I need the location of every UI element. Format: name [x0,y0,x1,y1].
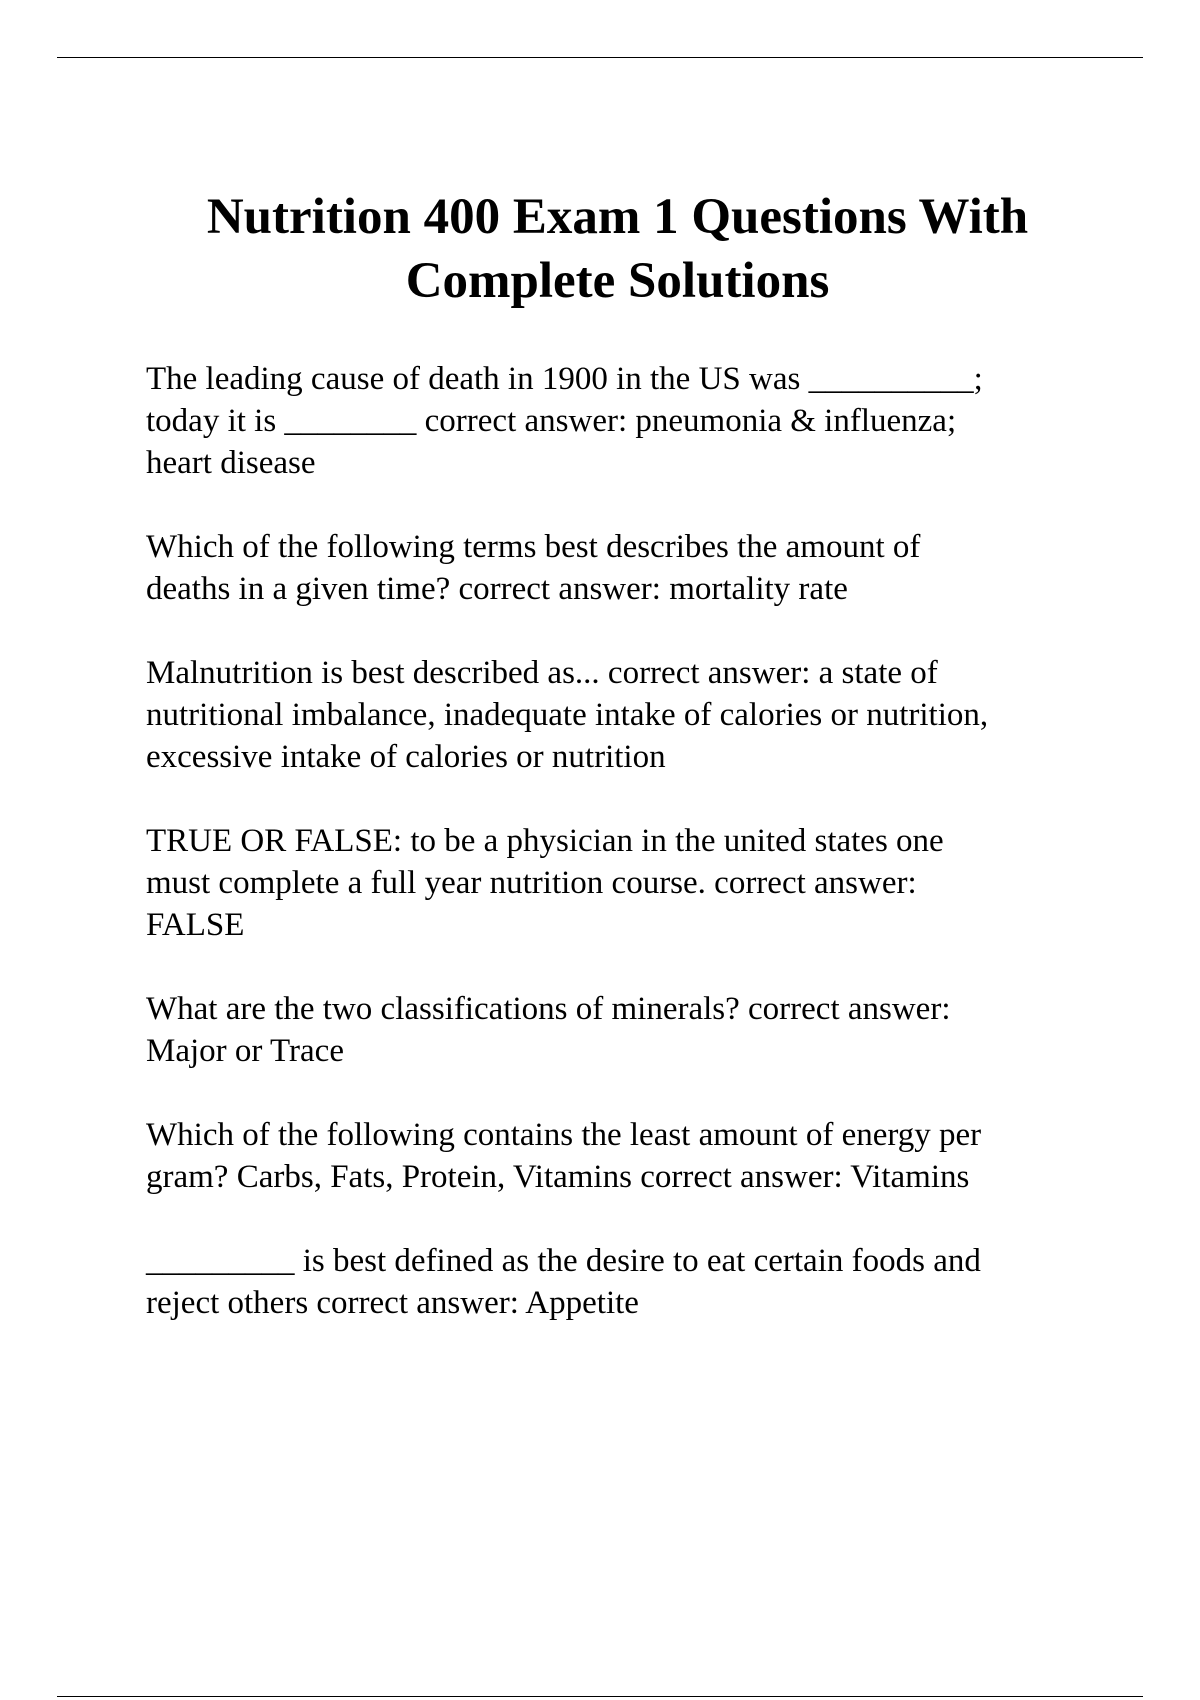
qa-text-line: The leading cause of death in 1900 in the US was __________; [146,361,983,397]
qa-text-line: reject others correct answer: Appetite [146,1285,639,1321]
qa-text-line: excessive intake of calories or nutrition [146,739,666,775]
qa-text-line: Major or Trace [146,1033,344,1069]
qa-text-line: deaths in a given time? correct answer: mortality rate [146,571,848,607]
qa-text-line: _________ is best defined as the desire to eat certain foods and [146,1243,981,1279]
question-list [146,358,1106,1366]
qa-text-line: today it is ________ correct answer: pneumonia & influenza; [146,403,957,439]
qa-text-line: What are the two classifications of minerals? correct answer: [146,991,951,1027]
header-rule [57,57,1143,58]
qa-text-line: nutritional imbalance, inadequate intake of calories or nutrition, [146,697,989,733]
page-title-line-1: Nutrition 400 Exam 1 Questions With [206,189,1029,245]
qa-text-line: Which of the following contains the least amount of energy per [146,1117,982,1153]
question-answer-item [146,652,1106,778]
question-answer-item [146,358,1106,484]
question-answer-item [146,1114,1106,1198]
question-answer-item [146,988,1106,1072]
qa-text-line: must complete a full year nutrition course. correct answer: [146,865,917,901]
qa-text-line: heart disease [146,445,316,481]
qa-text-line: Which of the following terms best describes the amount of [146,529,921,565]
page-title [60,185,1175,313]
qa-text-line: gram? Carbs, Fats, Protein, Vitamins correct answer: Vitamins [146,1159,970,1195]
question-answer-item [146,1240,1106,1324]
question-answer-item [146,526,1106,610]
question-answer-item [146,820,1106,946]
page-title-line-2: Complete Solutions [405,253,830,309]
qa-text-line: FALSE [146,907,245,943]
qa-text-line: TRUE OR FALSE: to be a physician in the united states one [146,823,944,859]
qa-text-line: Malnutrition is best described as... correct answer: a state of [146,655,938,691]
footer-rule [57,1696,1143,1697]
